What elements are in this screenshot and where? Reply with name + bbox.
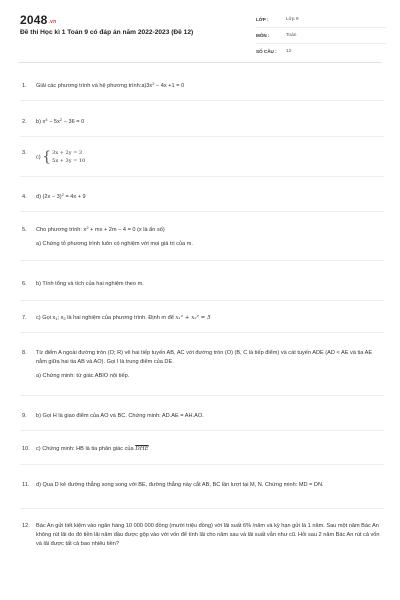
question-text: b) Gọi H là giao điểm của AO và BC. Chứng minh: AD.AE = AH.AO. — [36, 413, 204, 419]
question-text: Cho phương trình: $x^2$ + mx + 2m − 4 = 0 (x là ẩn số) a) Chứng tỏ phương trình luôn có nghiệm với mọi giá trị của m. — [36, 225, 193, 247]
meta-label: SỐ CÂU : — [256, 49, 277, 54]
question-number: 1. — [22, 83, 27, 89]
site-logo[interactable]: 2048.vn — [20, 13, 57, 27]
question-number: 8. — [22, 350, 27, 356]
divider — [20, 100, 384, 101]
question-number: 11. — [22, 482, 30, 488]
meta-row-class — [256, 12, 386, 28]
divider — [20, 136, 384, 137]
meta-label: LỚP : — [256, 17, 269, 22]
question-number: 12. — [22, 523, 30, 529]
question-number: 10. — [22, 446, 30, 452]
question-text: d) Qua D kẻ đường thẳng song song với BE, đường thẳng này cắt AB, BC lần lượt tại M, N. Chứng minh: MD = DN. — [36, 482, 324, 488]
header — [18, 0, 382, 63]
question-text: Giải các phương trình và hệ phương $trình:a)3x^2 - 4x +1 = 0$ — [36, 81, 185, 89]
question-text: b) $x^4 - 5x^2 - 36 = 0$ — [36, 117, 85, 125]
question-text: c) { 3x + 2y = 3 5x + 3y = 10 — [36, 149, 86, 165]
divider — [20, 395, 384, 396]
question-number: 6. — [22, 281, 27, 287]
equation-system: { 3x + 2y = 3 5x + 3y = 10 — [42, 149, 86, 165]
question-number: 7. — [22, 315, 27, 321]
question-number: 9. — [22, 413, 27, 419]
divider — [20, 176, 384, 177]
question-number: 4. — [22, 194, 27, 200]
meta-value: Lớp 9 — [286, 17, 299, 22]
divider — [20, 211, 384, 212]
question-text: b) Tính tổng và tích của hai nghiệm theo m. — [36, 281, 144, 287]
meta-value: 12 — [286, 49, 292, 54]
question-text: c) Chứng minh: HB là tia phân giác của $\overline{DHE}$ — [36, 446, 149, 452]
meta-table — [256, 12, 386, 59]
question-text: c) Gọi $x_1$; $x_2$ là hai nghiệm của phương trình. Định m để x₁² + x₂² = 5 — [36, 315, 211, 321]
divider — [20, 508, 384, 509]
divider — [20, 260, 384, 261]
question-text: d) $(2x - 3)^2 = 4x + 9$ — [36, 192, 86, 200]
meta-value: Toán — [286, 33, 297, 38]
document-title: Đề thi Học kì 1 Toán 9 có đáp án năm 2022-2023 (Đề 12) — [20, 29, 194, 36]
question-number: 5. — [22, 227, 27, 233]
divider — [20, 464, 384, 465]
question-number: 2. — [22, 119, 27, 125]
divider — [20, 332, 384, 333]
meta-row-count — [256, 44, 386, 59]
question-text: Bác An gửi tiết kiệm vào ngân hàng 10 000 000 đồng (mười triệu đồng) với lãi suất 6% /năm và kỳ hạn gửi là 1 năm. Sau một năm Bác An không rút lãi do đó tiền lãi năm đầu được gộp vào với vốn để tính lãi cho năm sau và lãi suất vẫn như cũ. Hỏi sau 2 năm Bác An rút cả vốn và lãi được tất cả bao nhiêu tiền? — [36, 523, 380, 547]
divider — [20, 300, 384, 301]
meta-row-subject — [256, 28, 386, 44]
divider — [20, 430, 384, 431]
meta-label: MÔN : — [256, 33, 270, 38]
question-number: 3. — [22, 150, 27, 156]
brace-icon: { — [42, 149, 52, 165]
question-text: Từ điểm A ngoài đường tròn (O; R) vẽ hai tiếp tuyến AB, AC với đường tròn (O) (B, C là tiếp điểm) và cát tuyến ADE (AD < AE và tia AE nằm giữa hai tia AB và AO). Gọi I là trung điểm của DE. a) Chứng minh: tứ giác ABIO nội tiếp. — [36, 350, 373, 379]
